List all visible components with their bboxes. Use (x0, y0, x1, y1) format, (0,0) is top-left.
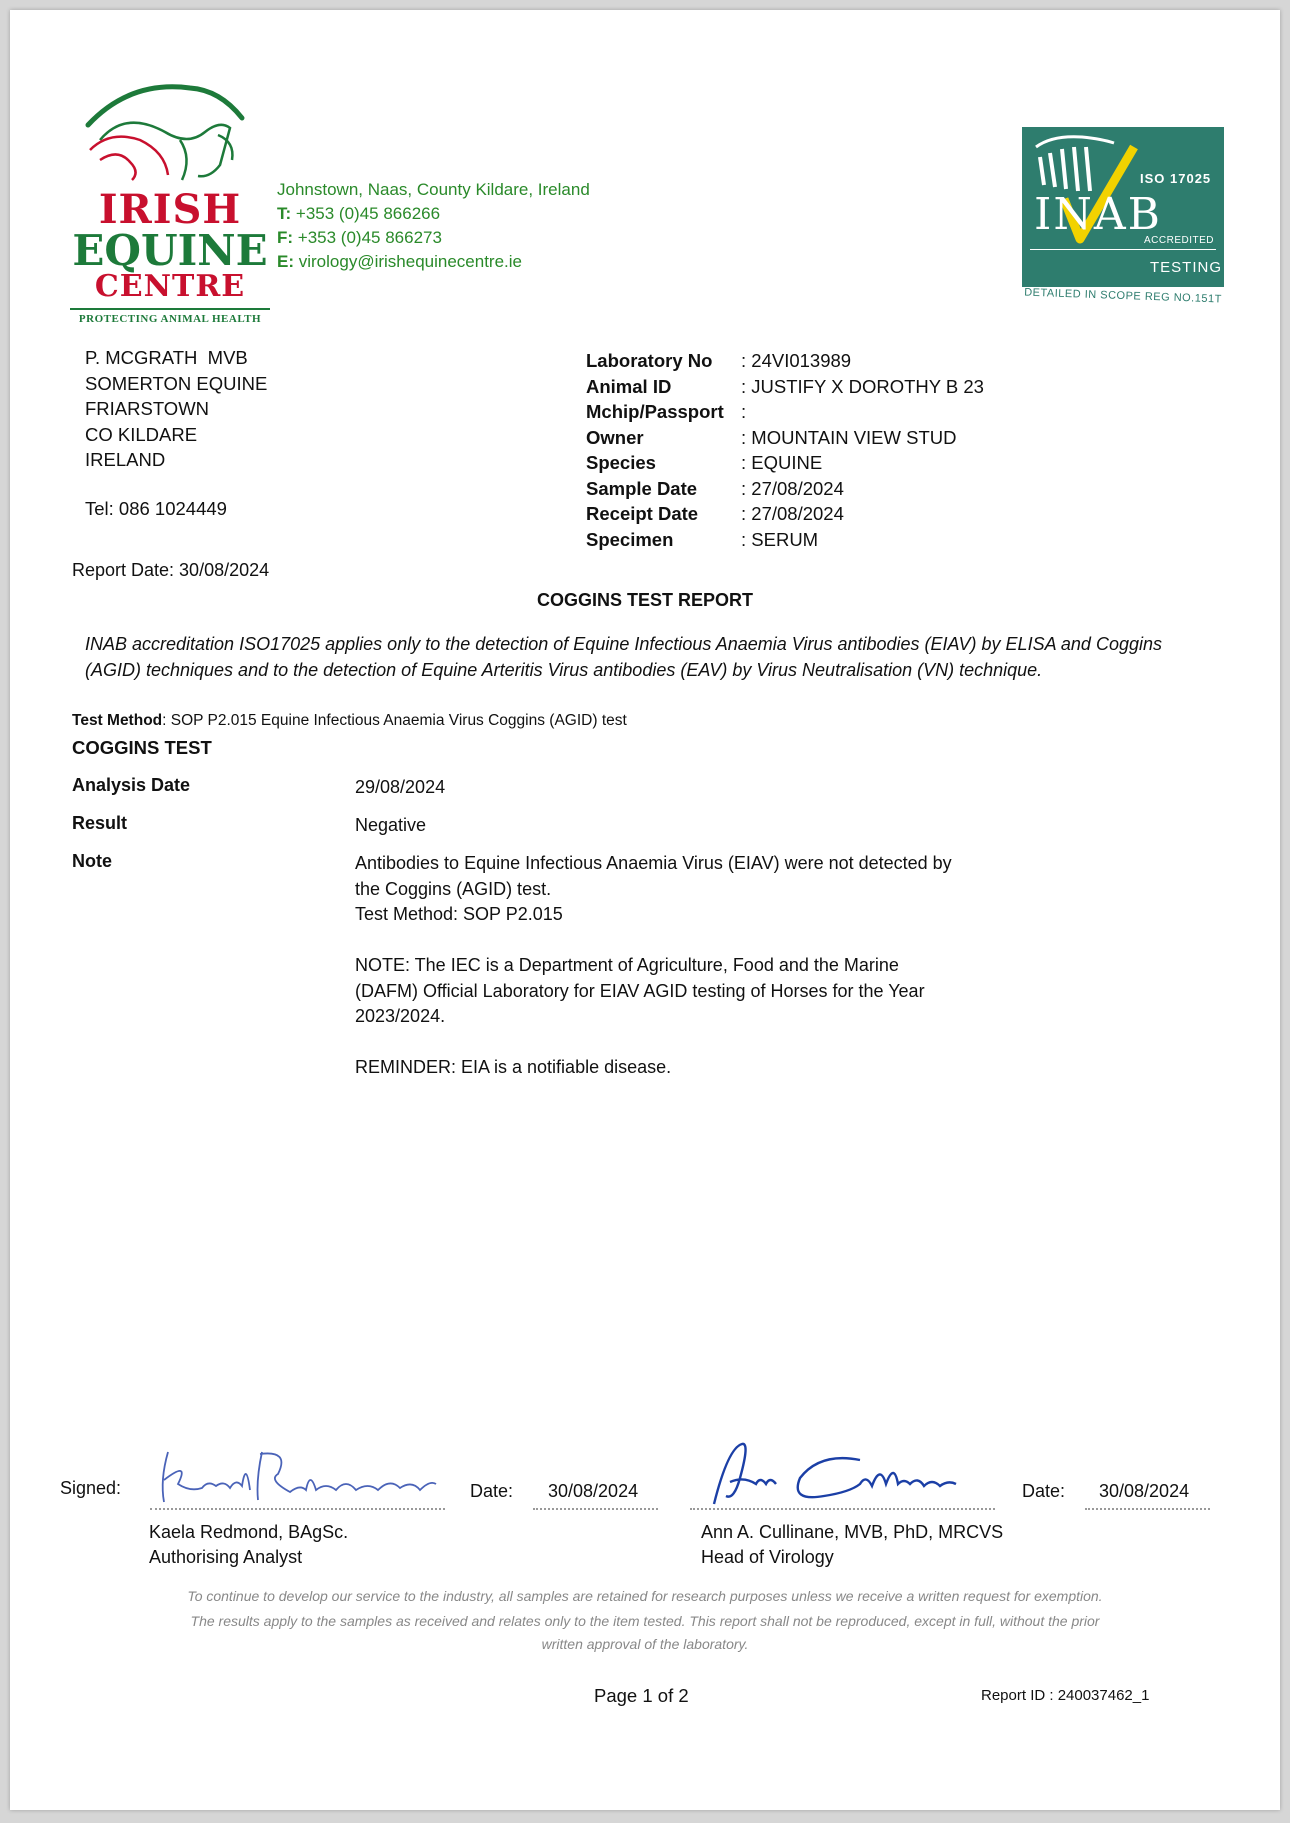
head-signature-icon (700, 1438, 1000, 1514)
inab-testing-label: TESTING (1150, 259, 1223, 276)
client-address (85, 345, 267, 473)
detail-row-animal-id (586, 374, 984, 400)
report-id: Report ID : 240037462_1 (981, 1687, 1150, 1704)
detail-row-species (586, 450, 984, 476)
client-line: P. MCGRATH MVB (85, 347, 248, 368)
section-title: COGGINS TEST (72, 737, 212, 758)
analyst-name: Kaela Redmond, BAgSc. (149, 1522, 349, 1542)
detail-label: Owner (586, 426, 644, 448)
report-date: Report Date: 30/08/2024 (72, 560, 270, 580)
email-label: E: (277, 252, 294, 271)
test-method (72, 712, 627, 730)
detail-value: : SERUM (741, 528, 819, 550)
inab-badge-background (1022, 127, 1224, 287)
client-line: FRIARSTOWN (85, 398, 210, 419)
logo-tagline: PROTECTING ANIMAL HEALTH (70, 308, 270, 325)
inab-accredited-label: ACCREDITED (1144, 235, 1215, 246)
detail-label: Mchip/Passport (586, 401, 724, 422)
analyst-date-label: Date: (470, 1481, 514, 1501)
note-line: 2023/2024. (355, 1006, 446, 1026)
head-name-block (701, 1520, 1003, 1570)
head-date-label: Date: (1022, 1481, 1066, 1501)
detail-label: Sample Date (586, 477, 698, 499)
client-tel: Tel: 086 1024449 (85, 498, 227, 519)
logo-equine-text: EQUINE (72, 226, 268, 275)
client-line: IRELAND (85, 449, 166, 470)
head-role: Head of Virology (701, 1547, 834, 1567)
note-line: NOTE: The IEC is a Department of Agriculture, Food and the Marine (355, 955, 899, 975)
inab-name-label: INAB (1034, 189, 1162, 240)
detail-value: : 27/08/2024 (741, 503, 844, 524)
inab-divider (1030, 249, 1216, 250)
accreditation-statement: INAB accreditation ISO17025 applies only to the detection of Equine Infectious Anaemia Virus antibodies (EIAV) by ELISA and Coggins (AGID) techniques and to the detection of Equine Arteritis Virus antibodies (EAV) by Virus Neutralisation (VN) technique. (85, 634, 1162, 680)
phone-label: T: (277, 204, 292, 223)
footer-results-line: written approval of the laboratory. (541, 1636, 749, 1652)
detail-value: : JUSTIFY X DOROTHY B 23 (741, 375, 984, 397)
note-paragraph (355, 953, 1055, 1030)
footer-results-line: The results apply to the samples as received and relates only to the item tested. This report shall not be reproduced, except in full, without the prior (190, 1613, 1100, 1629)
analyst-name-block (149, 1520, 348, 1570)
detail-label: Species (586, 452, 656, 473)
note-text (355, 851, 1055, 1106)
lab-phone (277, 202, 590, 226)
head-signature-line (690, 1508, 995, 1510)
irish-equine-centre-logo (70, 80, 270, 330)
test-method-label: Test Method (72, 712, 163, 729)
note-label: Note (72, 851, 112, 871)
detail-value: : 27/08/2024 (741, 477, 844, 499)
signed-label: Signed: (60, 1478, 122, 1498)
analyst-date-line (533, 1508, 658, 1510)
report-title: COGGINS TEST REPORT (536, 590, 754, 610)
detail-value: : EQUINE (741, 452, 823, 473)
detail-row-laboratory-no (586, 348, 984, 374)
lab-email (277, 250, 590, 274)
detail-row-sample-date (586, 476, 984, 502)
footer-results-note (0, 1610, 1290, 1656)
inab-accreditation-badge (1022, 127, 1224, 306)
detail-label: Animal ID (586, 375, 672, 397)
test-method-value: : SOP P2.015 Equine Infectious Anaemia Virus Coggins (AGID) test (162, 712, 627, 729)
lab-contact-block (277, 178, 590, 274)
head-date-value: 30/08/2024 (1099, 1481, 1190, 1501)
lab-fax (277, 226, 590, 250)
logo-centre-text: CENTRE (94, 269, 246, 304)
analyst-signature-line (150, 1508, 445, 1510)
analyst-role: Authorising Analyst (149, 1547, 303, 1567)
analysis-date-value: 29/08/2024 (355, 777, 446, 797)
detail-label: Specimen (586, 528, 674, 550)
detail-value: : (741, 401, 747, 422)
detail-label: Laboratory No (586, 350, 713, 371)
note-line: (DAFM) Official Laboratory for EIAV AGID testing of Horses for the Year (355, 980, 925, 1001)
detail-row-mchip-passport (586, 399, 984, 425)
fax-label: F: (277, 228, 294, 247)
logo-irish-text: IRISH (98, 186, 242, 233)
note-paragraph (355, 1055, 1055, 1081)
head-name: Ann A. Cullinane, MVB, PhD, MRCVS (701, 1522, 1004, 1542)
note-paragraph (355, 851, 1055, 928)
note-line: Antibodies to Equine Infectious Anaemia Virus (EIAV) were not detected by (355, 853, 952, 873)
detail-value: : MOUNTAIN VIEW STUD (741, 426, 957, 448)
detail-row-owner (586, 425, 984, 451)
detail-label: Receipt Date (586, 503, 699, 524)
sample-details (586, 348, 984, 552)
phone-value: +353 (0)45 866266 (295, 204, 441, 223)
inab-scope-label: DETAILED IN SCOPE REG NO.151T (1024, 286, 1222, 306)
fax-value: +353 (0)45 866273 (297, 228, 442, 247)
head-date-line (1085, 1508, 1210, 1510)
analysis-date-label: Analysis Date (72, 775, 191, 795)
analyst-date-value: 30/08/2024 (548, 1481, 639, 1501)
detail-row-receipt-date (586, 501, 984, 527)
detail-row-specimen (586, 527, 984, 553)
note-line: Test Method: SOP P2.015 (355, 904, 563, 924)
result-value: Negative (355, 815, 427, 835)
note-line: the Coggins (AGID) test. (355, 878, 552, 899)
result-label: Result (72, 813, 128, 833)
horse-logo-icon (70, 80, 270, 190)
client-line: CO KILDARE (85, 423, 198, 445)
lab-address: Johnstown, Naas, County Kildare, Ireland (277, 180, 590, 199)
note-line: REMINDER: EIA is a notifiable disease. (355, 1057, 672, 1077)
page-number: Page 1 of 2 (594, 1685, 689, 1706)
analyst-signature-icon (150, 1440, 450, 1510)
detail-value: : 24VI013989 (741, 350, 852, 371)
client-line: SOMERTON EQUINE (85, 372, 268, 394)
email-value: virology@irishequinecentre.ie (298, 252, 522, 271)
inab-iso-label: ISO 17025 (1140, 171, 1212, 186)
footer-retention-note: To continue to develop our service to the industry, all samples are retained for research purposes unless we receive a written request for exemption. (187, 1588, 1103, 1604)
